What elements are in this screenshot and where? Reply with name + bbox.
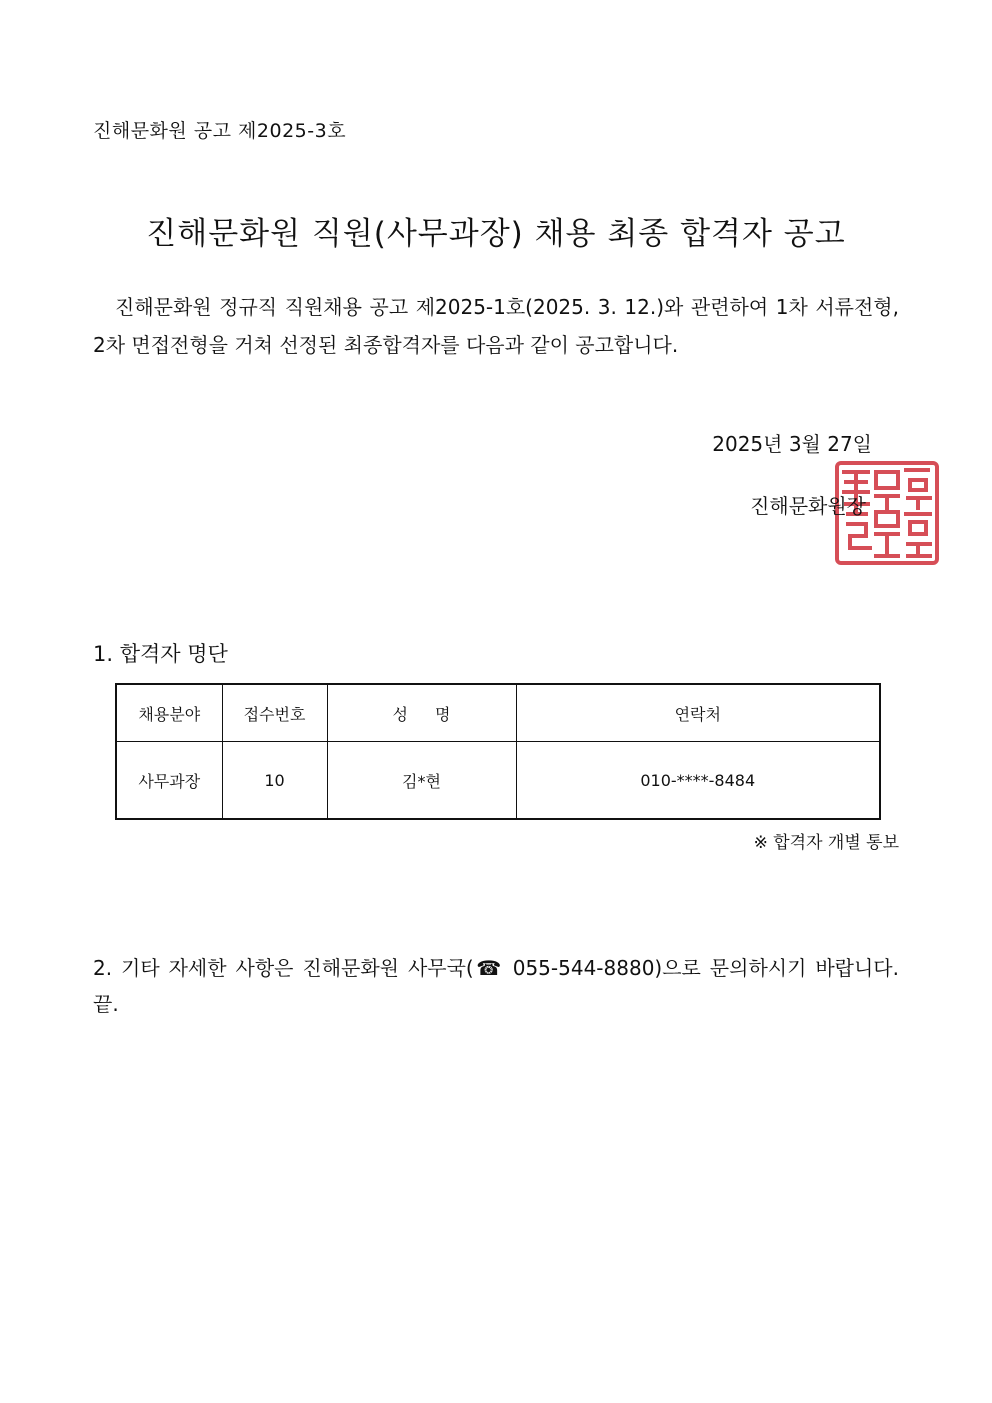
intro-paragraph — [93, 288, 899, 364]
notification-note: ※ 합격자 개별 통보 — [753, 833, 899, 853]
cell-name: 김*현 — [327, 742, 516, 820]
inquiry-suffix: )으로 문의하시기 바랍니다. 끝. — [93, 956, 899, 1016]
column-header-contact: 연락처 — [516, 684, 880, 742]
cell-contact: 010-****-8484 — [516, 742, 880, 820]
inquiry-prefix: 2. 기타 자세한 사항은 진해문화원 사무국( — [93, 956, 474, 980]
column-header-field: 채용분야 — [116, 684, 222, 742]
phone-icon: ☎ — [473, 956, 504, 980]
issuer-name: 진해문화원장 — [750, 494, 866, 518]
page-title: 진해문화원 직원(사무과장) 채용 최종 합격자 공고 — [146, 216, 846, 252]
intro-text: 진해문화원 정규직 직원채용 공고 제2025-1호(2025. 3. 12.)와 관련하여 1차 서류전형, 2차 면접전형을 거쳐 선정된 최종합격자를 다음과 같이 공고합니다. — [93, 295, 899, 357]
column-header-name: 성 명 — [327, 684, 516, 742]
column-header-application-number: 접수번호 — [222, 684, 327, 742]
section-heading-winners: 1. 합격자 명단 — [93, 642, 228, 666]
table-row — [116, 742, 880, 820]
notice-number: 진해문화원 공고 제2025-3호 — [93, 120, 347, 142]
inquiry-phone: 055-544-8880 — [503, 956, 655, 980]
section-inquiry — [93, 950, 899, 1022]
winners-table — [115, 683, 881, 820]
table-header-row — [116, 684, 880, 742]
issue-date: 2025년 3월 27일 — [712, 432, 872, 456]
cell-application-number: 10 — [222, 742, 327, 820]
cell-field: 사무과장 — [116, 742, 222, 820]
